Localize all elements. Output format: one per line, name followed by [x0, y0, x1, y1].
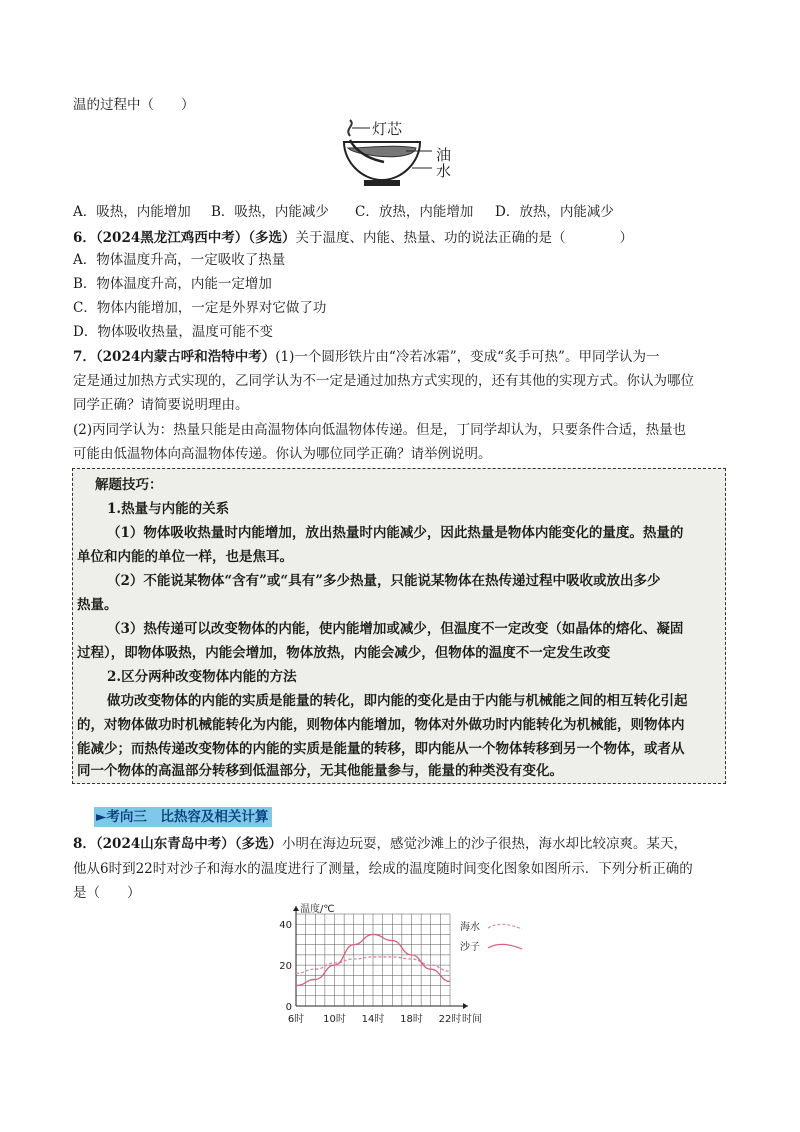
label-water: 水 [436, 162, 452, 180]
q5-option-a[interactable]: A．吸热，内能增加 [73, 204, 191, 220]
tips-p4a: 做功改变物体的内能的实质是能量的转化，即内能的变化是由于内能与机械能之间的相互转化引起 [107, 693, 688, 709]
tips-heading-1: 1.热量与内能的关系 [107, 501, 230, 517]
q6-number: 6． [73, 230, 96, 246]
q7-text-1: (1)一个圆形铁片由“冷若冰霜”，变成“炙手可热”。甲同学认为一 [275, 349, 660, 365]
tips-p4d: 同一个物体的高温部分转移到低温部分，无其他能量参与，能量的种类没有变化。 [77, 763, 563, 779]
tips-p3a: （3）热传递可以改变物体的内能，使内能增加或减少，但温度不一定改变（如晶体的熔化、凝固 [107, 621, 684, 637]
x-tick-label: 22时 [438, 1014, 462, 1025]
x-axis-label: 时间 [462, 1014, 482, 1025]
q7-line-4: (2)丙同学认为：热量只能是由高温物体向低温物体传递。但是，丁同学却认为，只要条件合适，热量也 [73, 422, 687, 438]
q6-option-a[interactable]: A．物体温度升高，一定吸收了热量 [73, 252, 286, 268]
q6-stem [73, 228, 633, 248]
q8-source: （2024山东青岛中考）（多选） [95, 836, 282, 852]
legend-label: 沙子 [460, 942, 480, 953]
tips-p1b: 单位和内能的单位一样，也是焦耳。 [77, 549, 293, 565]
tips-p4b: 的，对物体做功时机械能转化为内能，则物体内能增加，物体对外做功时内能转化为机械能，则物体内 [77, 717, 685, 733]
q7-source: （2024内蒙古呼和浩特中考） [95, 349, 276, 365]
q5-tail: 温的过程中（ ） [73, 97, 195, 113]
tips-p1a: （1）物体吸收热量时内能增加，放出热量时内能减少，因此热量是物体内能变化的量度。热量的 [107, 525, 684, 541]
legend-swatch [488, 924, 522, 929]
y-axis-arrow [293, 906, 299, 911]
tips-p2a: （2）不能说某物体“含有”或“具有”多少热量，只能说某物体在热传递过程中吸收或放出多少 [107, 573, 661, 589]
q5-option-c[interactable]: C．放热，内能增加 [355, 204, 474, 220]
tips-heading-2: 2.区分两种改变物体内能的方法 [107, 669, 297, 685]
q5-options [73, 202, 614, 222]
label-oil: 油 [436, 146, 452, 164]
q6-text: 关于温度、内能、热量、功的说法正确的是（ ） [295, 230, 633, 246]
q7-line-1 [73, 347, 659, 367]
tips-p3b: 过程），即物体吸热，内能会增加，物体放热，内能会减少，但物体的温度不一定发生改变 [77, 645, 611, 661]
x-tick-label: 18时 [400, 1014, 423, 1025]
q6-option-b[interactable]: B．物体温度升高，内能一定增加 [73, 276, 272, 292]
q7-line-3: 同学正确？请简要说明理由。 [73, 397, 249, 413]
q5-option-d[interactable]: D．放热，内能减少 [495, 204, 614, 220]
q8-number: 8． [73, 836, 96, 852]
tips-title: 解题技巧： [95, 477, 163, 493]
y-tick-label: 40 [279, 920, 292, 932]
q6-option-d[interactable]: D．物体吸收热量，温度可能不变 [73, 324, 273, 340]
legend-label: 海水 [460, 922, 480, 933]
y-tick-label: 20 [279, 961, 292, 973]
bowl-base [364, 180, 400, 186]
q5-option-b[interactable]: B．吸热，内能减少 [211, 204, 329, 220]
section-heading: ►考向三 比热容及相关计算 [94, 807, 272, 827]
x-tick-label: 10时 [323, 1014, 346, 1025]
q7-line-2: 定是通过加热方式实现的，乙同学认为不一定是通过加热方式实现的，还有其他的实现方式。你认为哪位 [73, 373, 694, 389]
tips-box [72, 468, 726, 784]
tips-p4c: 能减少；而热传递改变物体的内能的实质是能量的转移，即内能从一个物体转移到另一个物体，或者从 [77, 741, 685, 757]
x-tick-label: 14时 [361, 1014, 385, 1025]
wick-shape [348, 120, 351, 136]
tips-p2b: 热量。 [77, 597, 118, 613]
label-wick: 灯芯 [372, 120, 403, 138]
q8-line-2: 他从6时到22时对沙子和海水的温度进行了测量，绘成的温度随时间变化图象如图所示．下列分析正确的 [73, 861, 693, 877]
q6-source: （2024黑龙江鸡西中考）（多选） [95, 230, 296, 246]
q8-line-3: 是（ ） [73, 885, 141, 901]
q7-number: 7． [73, 349, 96, 365]
legend-swatch [488, 944, 522, 949]
x-tick-label: 6时 [287, 1014, 305, 1025]
q6-option-c[interactable]: C．物体内能增加，一定是外界对它做了功 [73, 300, 327, 316]
temperature-chart [270, 900, 540, 1030]
lamp-figure [336, 118, 476, 196]
x-axis-arrow [463, 1003, 468, 1009]
q8-text-1: 小明在海边玩耍，感觉沙滩上的沙子很热，海水却比较凉爽。某天， [281, 836, 687, 852]
y-axis-label: 温度/℃ [300, 904, 335, 915]
y-tick-label: 0 [285, 1002, 292, 1013]
q8-line-1 [73, 834, 687, 854]
q7-line-5: 可能由低温物体向高温物体传递。你认为哪位同学正确？请举例说明。 [73, 446, 492, 462]
